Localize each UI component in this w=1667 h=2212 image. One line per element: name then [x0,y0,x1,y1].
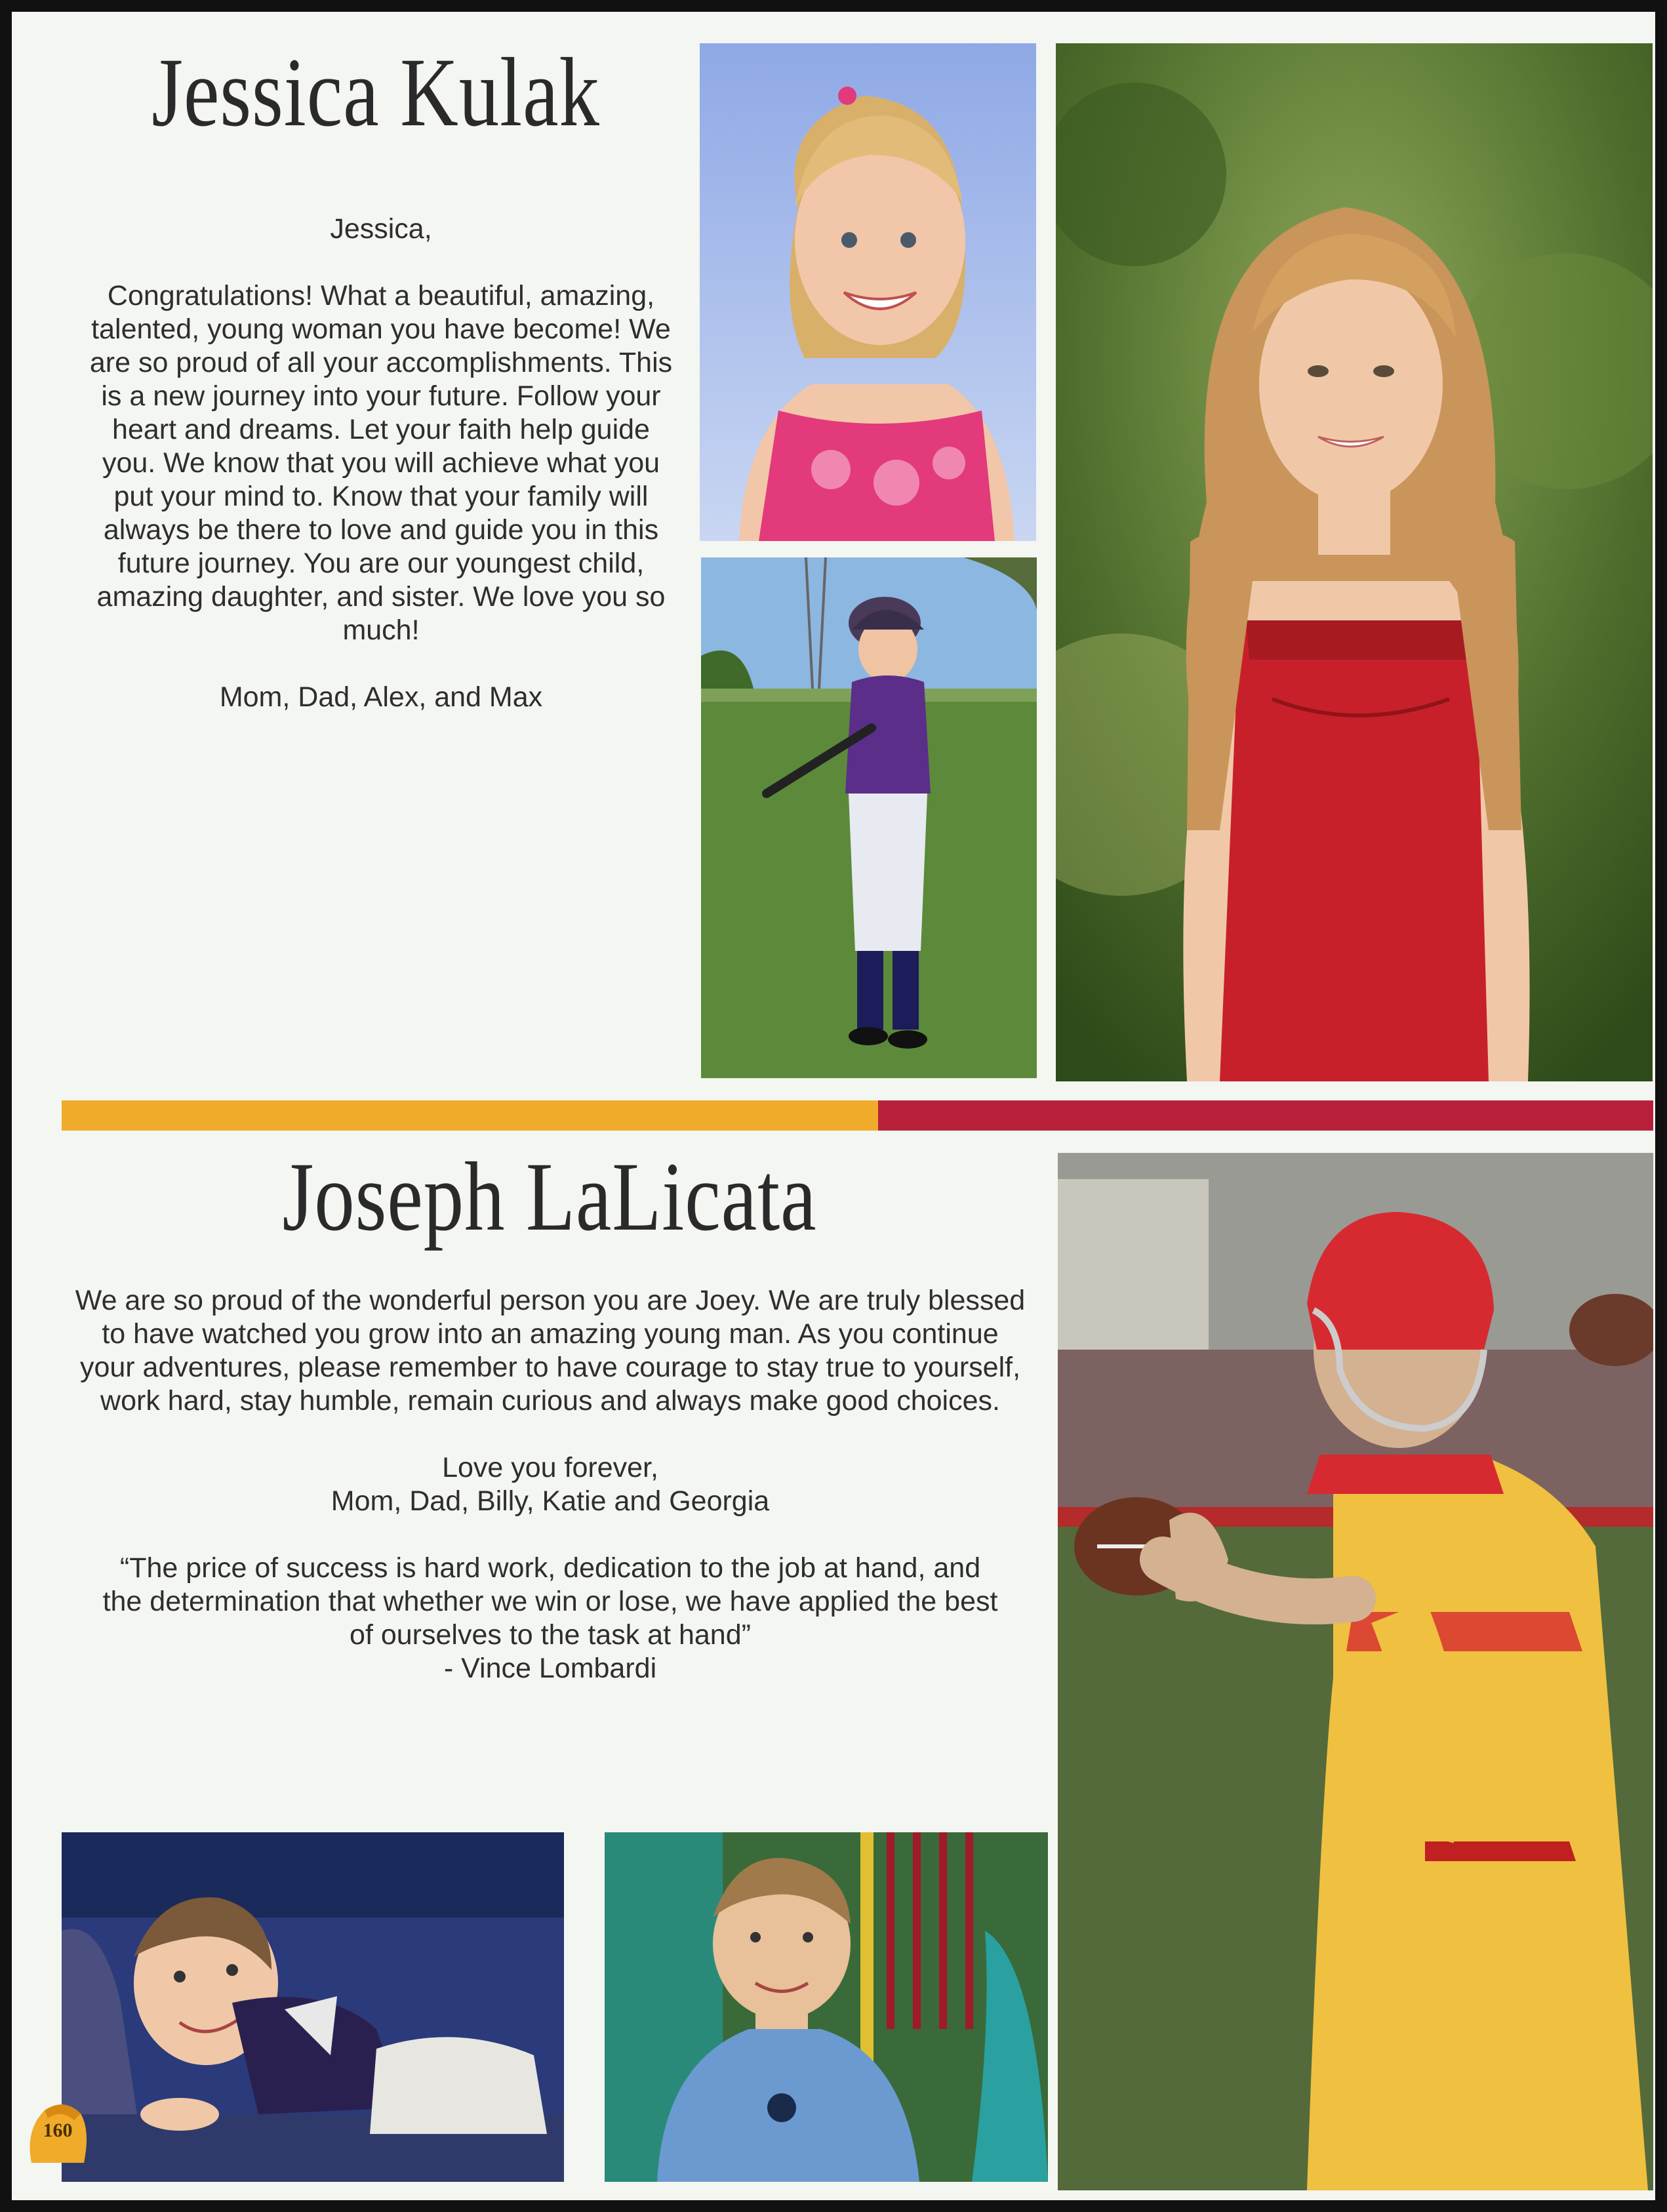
yearbook-page [12,12,1655,2200]
salutation: Jessica, [330,213,432,245]
message-paragraph: We are so proud of the wonderful person you are Joey. We are truly blessed to have watched you grow into an amazing young man. As you continue your adventures, please remember to have courage to stay true to yourself, work hard, stay humble, remain curious and always make good choices. [75,1285,1026,1417]
divider-bar-red [878,1100,1653,1131]
photo-tball-girl [701,557,1037,1078]
photo-senior-portrait-joseph [1058,1153,1653,2190]
page-number: 160 [43,2120,73,2141]
quote: “The price of success is hard work, dedication to the job at hand, and the determination that whether we win or lose, we have applied the best of ourselves to the task at hand” [102,1552,998,1651]
signature: Mom, Dad, Alex, and Max [219,681,543,713]
photo-boy-on-couch [62,1832,564,2182]
message-paragraph: Congratulations! What a beautiful, amazing, talented, young woman you have become! We are so proud of all your accomplishments. This is a new journey into your future. Follow your heart and dreams. Let your faith help guide you. We know that you will achieve what you put your mind to. Know that your family will always be there to love and guide you in this future journey. You are our youngest child, amazing daughter, and sister. We love you so much! [89,280,673,646]
love-line: Love you forever, [442,1452,658,1483]
photo-senior-portrait-jessica [1056,43,1653,1081]
student-name-jessica: Jessica Kulak [151,38,600,147]
photo-toddler-girl [700,43,1036,541]
student-name-joseph: Joseph LaLicata [282,1142,817,1251]
signature: Mom, Dad, Billy, Katie and Georgia [331,1485,770,1517]
divider-bar-gold [62,1100,878,1131]
message-jessica [89,212,673,714]
quote-author: - Vince Lombardi [443,1653,657,1684]
photo-boy-at-playground [605,1832,1048,2182]
message-joseph [62,1284,1039,1685]
